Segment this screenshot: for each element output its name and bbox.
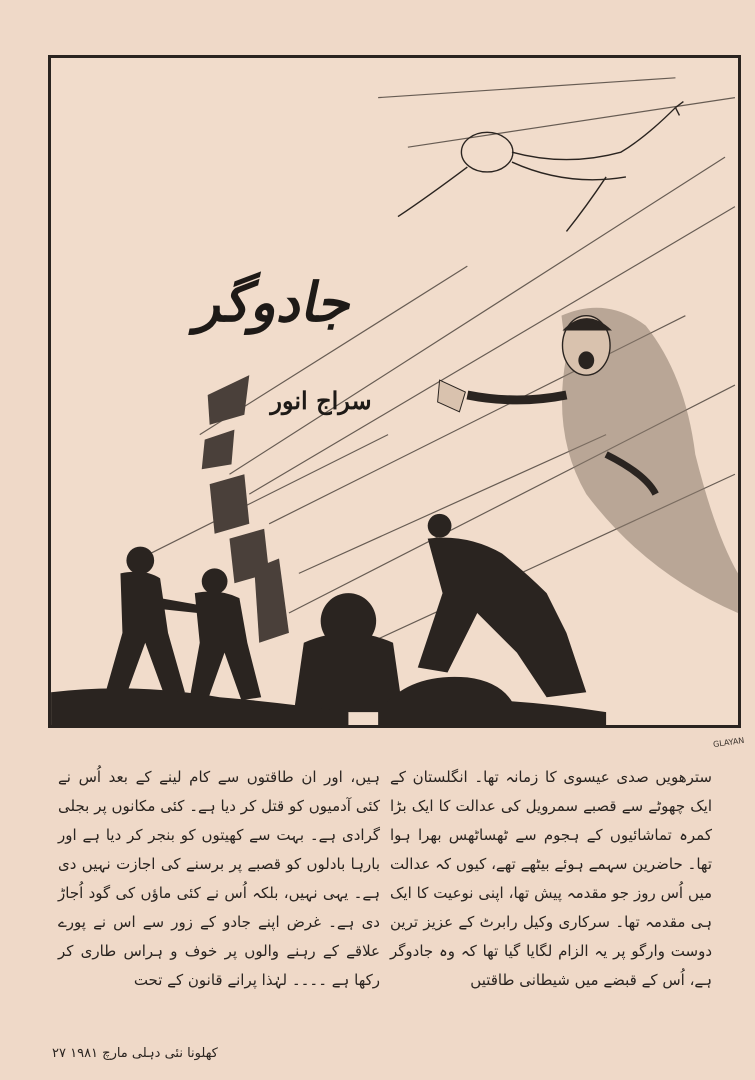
issue-info: کھلونا نئی دہلی مارچ ۱۹۸۱ <box>70 1046 218 1061</box>
illustration <box>51 58 738 725</box>
crowd-silhouettes <box>51 514 606 725</box>
flying-figure <box>398 102 683 232</box>
article-title: جادوگر <box>191 270 361 334</box>
author-name: سراج انور <box>270 386 372 415</box>
illustration-frame <box>48 55 745 750</box>
page-footer <box>52 1046 222 1061</box>
text-column-right <box>390 763 712 995</box>
text-column-left <box>58 763 380 995</box>
artist-signature: GLAYAN <box>712 735 745 750</box>
paragraph-right: سترھویں صدی عیسوی کا زمانہ تھا۔ انگلستان کے ایک چھوٹے سے قصبے سمرویل کی عدالت کا ایک بڑا کمرہ تماشائیوں کے ہجوم سے ٹھساٹھس بھرا ہوا تھا۔ حاضرین سہمے ہوئے بیٹھے تھے، کیوں کہ عدالت میں اُس روز جو مقدمہ پیش تھا، اپنی نوعیت کا ایک ہی مقدمہ تھا۔ سرکاری وکیل رابرٹ کے عزیز ترین دوست وارگو پر یہ الزام لگایا گیا تھا کہ وہ جادوگر ہے، اُس کے قبضے میں شیطانی طاقتیں <box>390 768 712 989</box>
page-number: ۲۷ <box>52 1046 66 1061</box>
paragraph-left: ہیں، اور ان طاقتوں سے کام لینے کے بعد اُس نے کئی آدمیوں کو قتل کر دیا ہے۔ کئی مکانوں پر بجلی گرادی ہے۔ بہت سے کھیتوں کو بنجر کر دیا ہے اور بارہا بادلوں کو قصبے پر برسنے کی اجازت نہیں دی ہے۔ یہی نہیں، بلکہ اُس نے کئی ماؤں کی گود اُجاڑ دی ہے۔ غرض اپنے جادو کے زور سے اس نے پورے علاقے کے رہنے والوں پر خوف و ہراس طاری کر رکھا ہے ۔۔۔۔ لہٰذا پرانے قانون کے تحت <box>58 768 380 989</box>
